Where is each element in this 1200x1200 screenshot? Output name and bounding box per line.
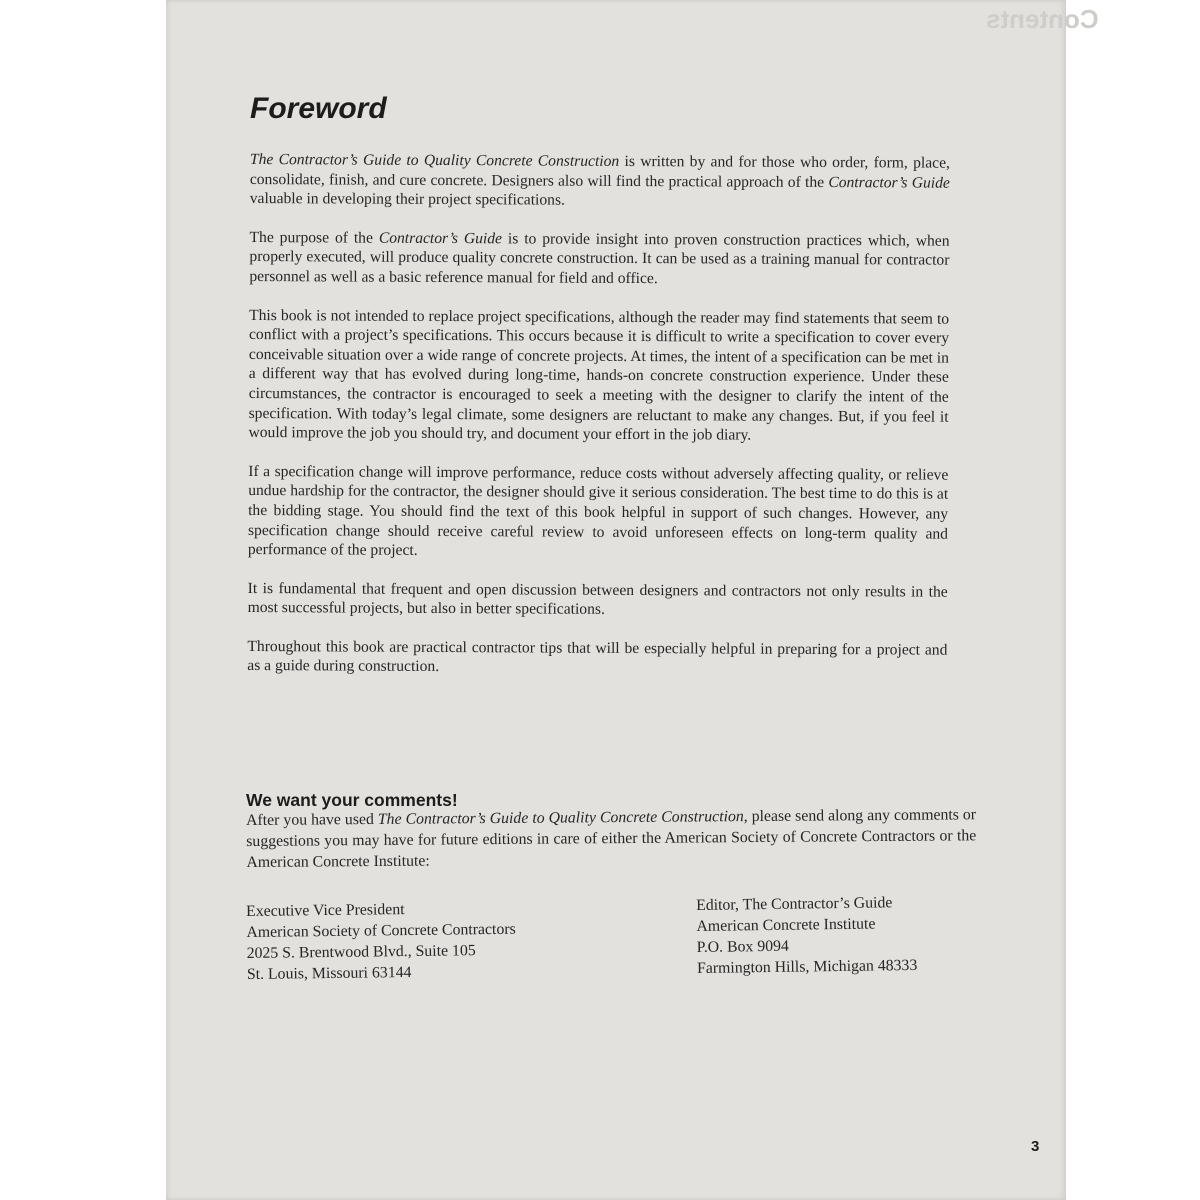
comments-heading: We want your comments! bbox=[246, 790, 458, 810]
address-line: P.O. Box 9094 bbox=[696, 937, 790, 956]
address-line: American Society of Concrete Contractors bbox=[246, 920, 516, 941]
text-run: After you have used bbox=[246, 810, 378, 829]
text-run: It is fundamental that frequent and open discussion between designers and contractors not only results in the most successful projects, but also in better specifications. bbox=[247, 579, 948, 619]
text-run: valuable in developing their project specifications. bbox=[249, 190, 566, 209]
text-run: This book is not intended to replace project specifications, although the reader may find statements that seem to conflict with a project’s specifications. This occurs because it is difficult to write a specification to cover every conceivable situation over a wide range of concrete projects. At times, the intent of a specification can be met in a different way that has evolved during long-time, hands-on concrete construction experience. Under these circumstances, the contractor is encouraged to seek a meeting with the designer to clarify the intent of the specification. With today’s legal climate, some designers are reluctant to make any changes. But, if you feel it would improve the job you should try, and document your effort in the job diary. bbox=[248, 306, 950, 444]
text-run: , please send along any comments or suggestions you may have for future editions in care of either the American Society of Concrete Contractors or the American Concrete Institute: bbox=[246, 806, 977, 871]
foreword-body bbox=[247, 150, 950, 699]
address-line: Editor, The Contractor’s Guide bbox=[696, 894, 893, 914]
aci-address-block bbox=[696, 892, 917, 979]
address-line: American Concrete Institute bbox=[696, 915, 876, 935]
text-run: The purpose of the bbox=[249, 228, 379, 247]
facing-page-heading-bleedthrough: Contents bbox=[986, 4, 1099, 34]
italic-title-run: The Contractor’s Guide to Quality Concrete Construction bbox=[249, 150, 620, 170]
page-title: Foreword bbox=[250, 92, 387, 125]
comments-paragraph bbox=[246, 804, 976, 873]
foreword-paragraph bbox=[250, 150, 950, 212]
address-line: 2025 S. Brentwood Blvd., Suite 105 bbox=[246, 942, 476, 962]
foreword-paragraph bbox=[249, 228, 949, 290]
text-run: If a specification change will improve performance, reduce costs without adversely affecting quality, or relieve undue hardship for the contractor, the designer should give it serious consideration. The best time to do this is at the bidding stage. You should find the text of this book helpful in support of such changes. However, any specification change should receive careful review to avoid unforeseen effects on long-term quality and performance of the project. bbox=[247, 462, 949, 559]
foreword-paragraph bbox=[248, 306, 949, 447]
page-number: 3 bbox=[1031, 1138, 1040, 1155]
ascc-address-block bbox=[246, 898, 516, 985]
italic-title-run: The Contractor’s Guide to Quality Concrete Construction bbox=[377, 808, 744, 828]
address-line: Executive Vice President bbox=[246, 901, 405, 920]
italic-title-run: Contractor’s Guide bbox=[378, 229, 503, 248]
document-page bbox=[166, 0, 1099, 1200]
text-run: is to provide insight into proven construction practices which, when properly executed, will produce quality concrete construction. It can be used as a training manual for contractor personnel as well as a basic reference manual for field and office. bbox=[249, 230, 950, 288]
foreword-paragraph bbox=[248, 579, 948, 622]
italic-title-run: Contractor’s Guide bbox=[828, 173, 950, 192]
address-line: St. Louis, Missouri 63144 bbox=[246, 963, 412, 983]
foreword-paragraph bbox=[248, 462, 949, 564]
text-run: is written by and for those who order, form, place, consolidate, finish, and cure concrete. Designers also will find the practical approach of the bbox=[249, 152, 950, 191]
text-run: Throughout this book are practical contractor tips that will be especially helpful in preparing for a project and as a guide during construction. bbox=[247, 637, 948, 676]
foreword-paragraph bbox=[247, 637, 947, 680]
address-line: Farmington Hills, Michigan 48333 bbox=[696, 956, 918, 977]
